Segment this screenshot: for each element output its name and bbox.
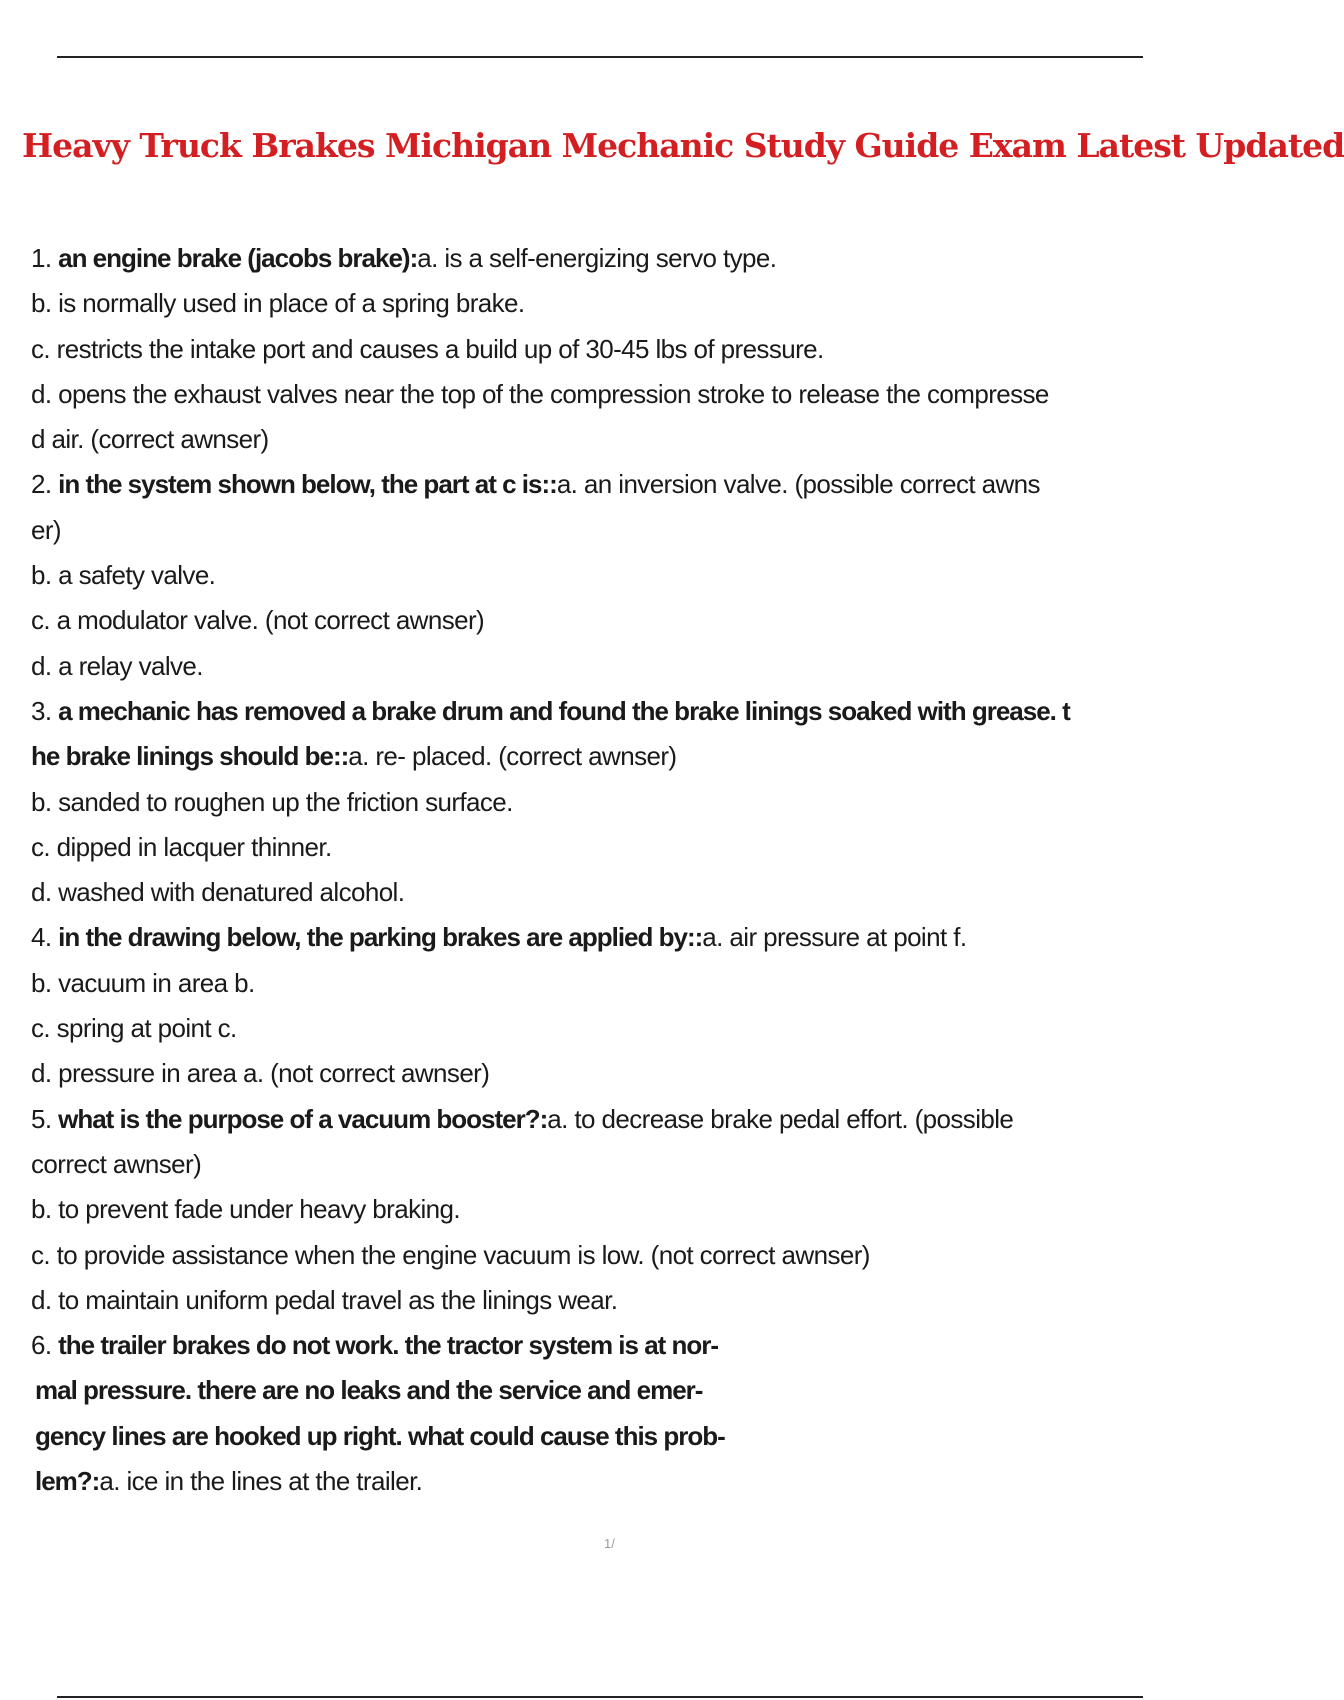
answer-text: d. opens the exhaust valves near the top of the compression stroke to release the compresse [31,378,1049,409]
answer-line [31,553,1191,598]
answer-text: c. spring at point c. [31,1013,237,1044]
question-line [31,915,1191,960]
question-text: an engine brake (jacobs brake): [58,243,418,273]
answer-text: c. dipped in lacquer thinner. [31,831,332,862]
answer-line [31,870,1191,915]
question-text: gency lines are hooked up right. what could cause this prob- [35,1420,725,1451]
answer-line [31,372,1191,417]
answer-line [31,1459,1191,1504]
answer-line [31,1233,1191,1278]
answer-line [31,1414,1191,1459]
answer-line [31,327,1191,372]
answer-text: b. sanded to roughen up the friction surface. [31,786,513,817]
question-text: in the system shown below, the part at c is:: [58,469,557,500]
answer-line [31,281,1191,326]
question-line [31,462,1191,507]
question-text: lem?: [35,1466,100,1497]
answer-text: d. a relay valve. [31,650,203,681]
answer-line [31,417,1191,462]
question-number: 2. [31,469,52,500]
page-number: 1/ [604,1536,615,1551]
answer-line [31,598,1191,643]
answer-line [31,508,1191,553]
answer-line [31,961,1191,1006]
question-number: 3. [31,695,52,726]
answer-text: d. washed with denatured alcohol. [31,877,405,908]
question-number: 5. [31,1103,52,1134]
answer-text: d. pressure in area a. (not correct awnser) [31,1058,490,1089]
question-list [31,236,1191,1504]
answer-line [31,734,1191,779]
document-title: Heavy Truck Brakes Michigan Mechanic Study Guide Exam Latest Updated [22,126,1344,165]
answer-text: c. a modulator valve. (not correct awnser) [31,605,485,636]
question-line [31,689,1191,734]
question-number: 6. [31,1330,52,1361]
top-rule [57,56,1143,58]
answer-text: correct awnser) [31,1148,202,1179]
answer-line [31,780,1191,825]
question-text: he brake linings should be:: [31,741,349,772]
question-text: in the drawing below, the parking brakes are applied by:: [58,922,703,953]
answer-line [31,1278,1191,1323]
answer-line [31,1006,1191,1051]
question-line [31,1323,1191,1368]
question-number: 4. [31,922,52,953]
answer-text: a. an inversion valve. (possible correct awns [556,469,1040,500]
answer-text: a. to decrease brake pedal effort. (possible [547,1103,1014,1134]
question-text: mal pressure. there are no leaks and the service and emer- [35,1375,703,1406]
answer-text: c. restricts the intake port and causes a build up of 30-45 lbs of pressure. [31,333,824,364]
answer-text: a. re- placed. (correct awnser) [348,741,677,772]
answer-text: a. is a self-energizing servo type. [417,243,777,273]
question-text: the trailer brakes do not work. the tractor system is at nor- [58,1330,719,1361]
bottom-rule [57,1696,1143,1698]
answer-line [31,644,1191,689]
answer-text: er) [31,514,61,545]
answer-text: a. air pressure at point f. [702,922,967,953]
answer-text: c. to provide assistance when the engine vacuum is low. (not correct awnser) [31,1239,870,1270]
answer-text: b. a safety valve. [31,560,216,591]
answer-text: b. to prevent fade under heavy braking. [31,1194,461,1225]
answer-text: b. vacuum in area b. [31,967,255,998]
answer-line [31,1187,1191,1232]
question-line [31,1097,1191,1142]
answer-line [31,825,1191,870]
answer-text: d. to maintain uniform pedal travel as the linings wear. [31,1284,618,1315]
question-text: a mechanic has removed a brake drum and found the brake linings soaked with grease. t [58,695,1070,726]
answer-text: d air. (correct awnser) [31,424,269,455]
answer-text: a. ice in the lines at the trailer. [99,1466,423,1497]
question-line [31,236,1191,281]
question-text: what is the purpose of a vacuum booster?: [58,1103,548,1134]
answer-text: b. is normally used in place of a spring brake. [31,288,525,319]
question-number: 1. [31,243,52,273]
answer-line [31,1368,1191,1413]
answer-line [31,1142,1191,1187]
answer-line [31,1051,1191,1096]
